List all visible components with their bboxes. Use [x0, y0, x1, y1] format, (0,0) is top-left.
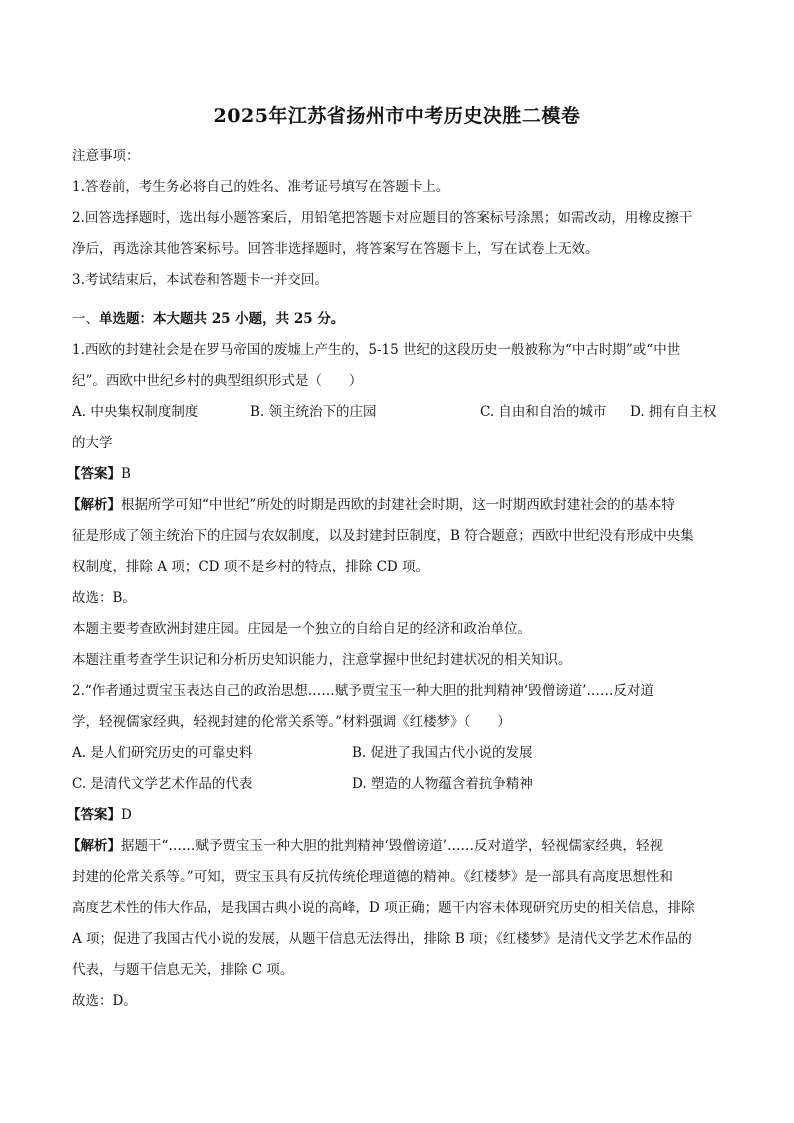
q1-analysis-tag: 【解析】: [67, 497, 121, 513]
q2-analysis-line-5: 代表，与题干信息无关，排除 C 项。: [72, 962, 294, 978]
q2-analysis-line-1: [67, 831, 722, 862]
q2-stem-line-2: 学，轻视儒家经典，轻视封建的伦常关系等。”材料强调《红楼梦》（ ）: [72, 714, 511, 730]
q1-analysis-line-1: [67, 490, 722, 521]
page-title: 2025年江苏省扬州市中考历史决胜二模卷: [213, 105, 581, 127]
q1-stem-line-2: 纪”。西欧中世纪乡村的典型组织形式是（ ）: [72, 373, 363, 389]
q2-option-d: D. 塑造的人物蕴含着抗争精神: [352, 776, 533, 792]
notice-item-2: 2.回答选择题时，选出每小题答案后，用铅笔把答题卡对应题目的答案标号涂黑；如需改动，用橡皮擦干: [72, 210, 693, 226]
q2-options-row-2: [72, 769, 722, 800]
q2-analysis-line-2: 封建的伦常关系等。”可知，贾宝玉具有反抗传统伦理道德的精神。《红楼梦》是一部具有高度思想性和: [72, 869, 673, 885]
q2-analysis-line-4: A 项；促进了我国古代小说的发展，从题干信息无法得出，排除 B 项；《红楼梦》是清代文学艺术作品的: [72, 931, 692, 947]
q2-conclusion: 故选：D。: [72, 993, 137, 1009]
q2-options-row-1: [72, 738, 722, 769]
q1-note-1: 本题主要考查欧洲封建庄园。庄园是一个独立的自给自足的经济和政治单位。: [72, 621, 531, 637]
q2-option-c: C. 是清代文学艺术作品的代表: [72, 776, 253, 792]
notice-item-3: 3.考试结束后，本试卷和答题卡一并交回。: [72, 272, 328, 288]
question-2: [67, 676, 722, 1017]
q1-note-2: 本题注重考查学生识记和分析历史知识能力，注意掌握中世纪封建状况的相关知识。: [72, 652, 572, 668]
q2-stem-line-1: 2.“作者通过贾宝玉表达自己的政治思想……赋予贾宝玉一种大胆的批判精神‘毁僧谤道’……反对道: [72, 683, 654, 699]
section-heading: [72, 304, 722, 335]
q1-option-c: C. 自由和自治的城市: [480, 404, 607, 420]
q1-option-b: B. 领主统治下的庄园: [250, 404, 377, 420]
q2-answer-value: D: [121, 807, 132, 823]
q2-answer-tag: 【答案】: [67, 807, 121, 823]
q2-analysis-text-1: 据题干“……赋予贾宝玉一种大胆的批判精神‘毁僧谤道’……反对道学，轻视儒家经典，轻视: [121, 838, 663, 854]
q1-option-a: A. 中央集权制度制度: [72, 404, 199, 420]
q1-analysis-line-3: 权制度，排除 A 项；CD 项不是乡村的特点，排除 CD 项。: [72, 559, 430, 575]
q2-analysis-tag: 【解析】: [67, 838, 121, 854]
q2-analysis-line-3: 高度艺术性的伟大作品，是我国古典小说的高峰，D 项正确；题干内容未体现研究历史的相关信息，排除: [72, 900, 695, 916]
question-1: [67, 335, 722, 676]
q1-stem-line-1: 1.西欧的封建社会是在罗马帝国的废墟上产生的，5-15 世纪的这段历史一般被称为“中古时期”或“中世: [72, 342, 681, 358]
q1-options: [72, 397, 722, 428]
q1-analysis-text-1: 根据所学可知“中世纪”所处的时期是西欧的封建社会时期，这一时期西欧封建社会的的基本特: [121, 497, 675, 513]
exam-page: [67, 103, 722, 1017]
q1-option-d-cont: 的大学: [72, 435, 113, 451]
notice-item-2-cont: 净后，再选涂其他答案标号。回答非选择题时，将答案写在答题卡上，写在试卷上无效。: [72, 241, 599, 257]
q1-option-d: D. 拥有自主权: [630, 404, 717, 420]
section-prefix: 一、: [72, 311, 99, 327]
notice-section: [72, 141, 722, 296]
q2-option-b: B. 促进了我国古代小说的发展: [352, 745, 533, 761]
notice-heading: 注意事项：: [72, 148, 140, 164]
notice-item-1: 1.答卷前，考生务必将自己的姓名、准考证号填写在答题卡上。: [72, 179, 450, 195]
q1-answer-tag: 【答案】: [67, 466, 121, 482]
q1-answer-value: B: [121, 466, 131, 482]
q2-option-a: A. 是人们研究历史的可靠史料: [72, 745, 253, 761]
q2-answer: [67, 800, 722, 831]
q1-answer: [67, 459, 722, 490]
q1-conclusion: 故选：B。: [72, 590, 136, 606]
section-text: 单选题：本大题共 25 小题，共 25 分。: [99, 311, 345, 327]
q1-analysis-line-2: 征是形成了领主统治下的庄园与农奴制度，以及封建封臣制度，B 符合题意；西欧中世纪没有形成中央集: [72, 528, 694, 544]
